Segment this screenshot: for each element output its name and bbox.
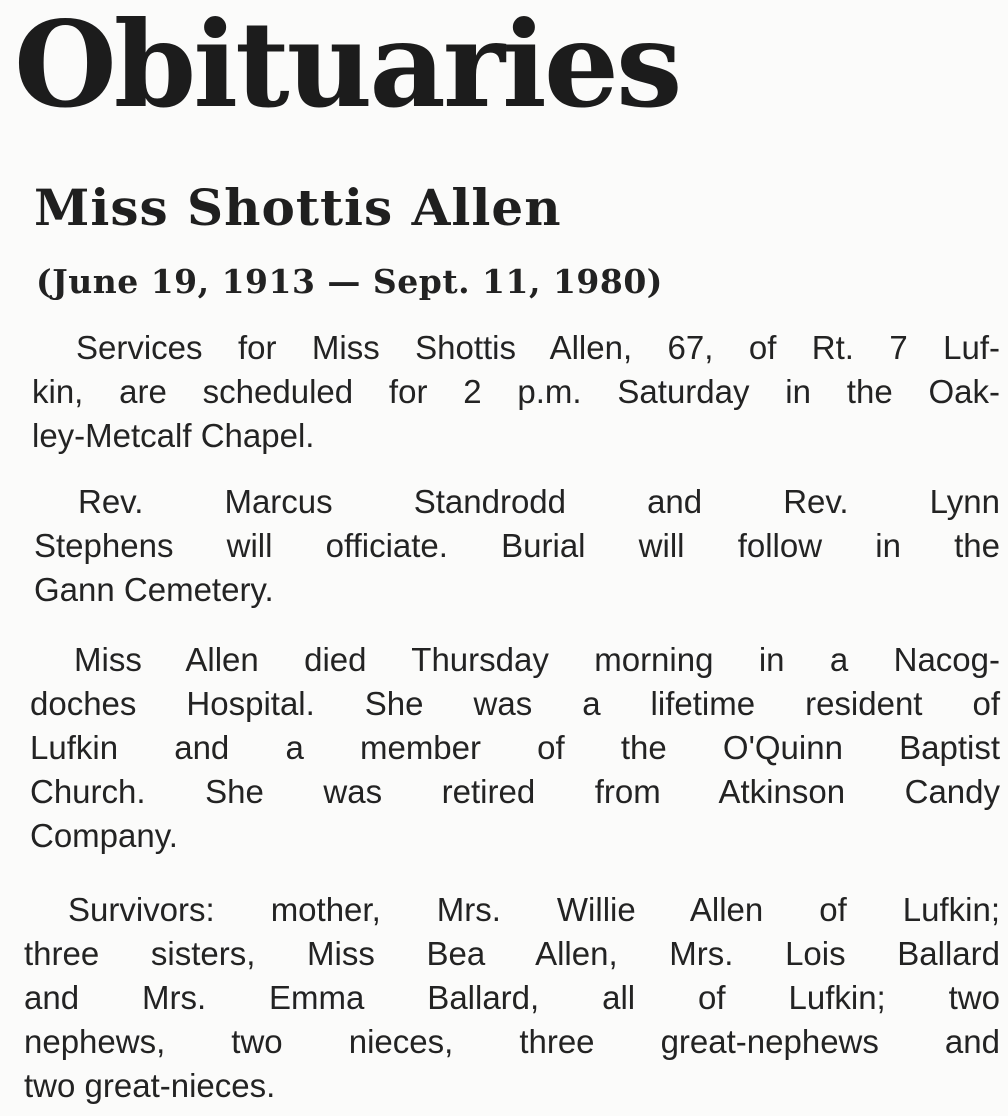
paragraph-line: Church. She was retired from Atkinson Candy (30, 773, 1000, 810)
paragraph-line: Services for Miss Shottis Allen, 67, of Rt. 7 Luf- (76, 329, 1000, 366)
survivors-paragraph (24, 888, 1000, 1108)
paragraph-line: Rev. Marcus Standrodd and Rev. Lynn (78, 483, 1000, 520)
paragraph-line: Company. (30, 817, 178, 854)
section-masthead: Obituaries (14, 0, 680, 134)
paragraph-line: Miss Allen died Thursday morning in a Nacog- (74, 641, 1000, 678)
paragraph-line: three sisters, Miss Bea Allen, Mrs. Lois Ballard (24, 935, 1000, 972)
paragraph-line: nephews, two nieces, three great-nephews and (24, 1023, 1000, 1060)
paragraph-line: Stephens will officiate. Burial will follow in the (34, 527, 1000, 564)
biography-paragraph (30, 638, 1000, 858)
obituary-name-heading: Miss Shottis Allen (34, 178, 562, 237)
services-paragraph (32, 326, 1000, 458)
paragraph-line: kin, are scheduled for 2 p.m. Saturday in the Oak- (32, 373, 1000, 410)
paragraph-line: doches Hospital. She was a lifetime resident of (30, 685, 1000, 722)
officiants-paragraph (34, 480, 1000, 612)
paragraph-line: Survivors: mother, Mrs. Willie Allen of Lufkin; (68, 891, 1000, 928)
obituary-dates: (June 19, 1913 — Sept. 11, 1980) (36, 262, 663, 301)
paragraph-line: Gann Cemetery. (34, 571, 274, 608)
paragraph-line: two great-nieces. (24, 1067, 276, 1104)
paragraph-line: Lufkin and a member of the O'Quinn Baptist (30, 729, 1000, 766)
paragraph-line: and Mrs. Emma Ballard, all of Lufkin; two (24, 979, 1000, 1016)
paragraph-line: ley-Metcalf Chapel. (32, 417, 315, 454)
